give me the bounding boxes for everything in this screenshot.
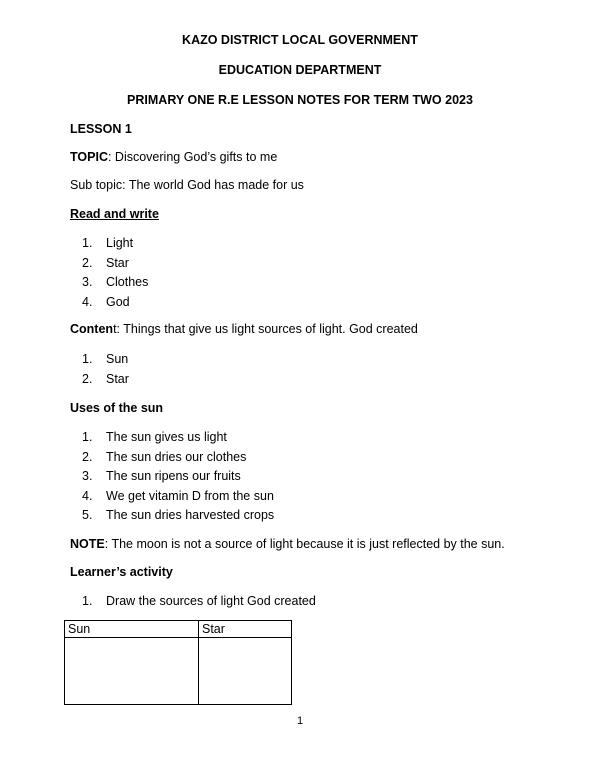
note-text: : The moon is not a source of light because it is just reflected by the sun. — [104, 537, 505, 551]
subtopic-line: Sub topic: The world God has made for us — [70, 178, 304, 192]
table-header-sun: Sun — [65, 621, 199, 638]
list-item: 1. The sun gives us light — [82, 430, 227, 444]
drawing-table — [64, 620, 292, 705]
topic-line — [70, 149, 277, 165]
table-header-star: Star — [199, 621, 292, 638]
table-cell-sun-drawing — [65, 638, 199, 705]
list-item: 1. Draw the sources of light God created — [82, 594, 316, 608]
list-item: 2. The sun dries our clothes — [82, 449, 247, 464]
header-district: KAZO DISTRICT LOCAL GOVERNMENT — [182, 33, 418, 47]
activity-list — [82, 593, 316, 613]
read-write-heading: Read and write — [70, 207, 159, 221]
table-header-row — [65, 621, 292, 638]
list-item: 2. Star — [82, 255, 129, 270]
table-cell-star-drawing — [199, 638, 292, 705]
topic-text: : Discovering God’s gifts to me — [107, 150, 278, 164]
list-item: 1. Light — [82, 236, 134, 250]
list-item: 1. Sun — [82, 352, 129, 366]
list-item: 4. God — [82, 294, 130, 309]
uses-heading: Uses of the sun — [70, 401, 164, 415]
content-list — [82, 351, 129, 390]
note-line — [70, 536, 505, 552]
content-text: : Things that give us light sources of light. God created — [116, 322, 418, 336]
uses-list — [82, 429, 274, 527]
header-department: EDUCATION DEPARTMENT — [218, 63, 382, 77]
list-item: 4. We get vitamin D from the sun — [82, 488, 274, 503]
list-item: 3. The sun ripens our fruits — [82, 469, 241, 483]
content-label: Conten — [70, 322, 114, 336]
list-item: 2. Star — [82, 371, 129, 386]
lesson-number: LESSON 1 — [70, 122, 132, 136]
page-number: 1 — [296, 715, 304, 727]
table-row — [65, 638, 292, 705]
content-line — [70, 321, 418, 337]
content-label-tail: t — [113, 322, 117, 336]
list-item: 3. Clothes — [82, 275, 149, 289]
topic-label: TOPIC — [70, 150, 108, 164]
list-item: 5. The sun dries harvested crops — [82, 508, 275, 522]
header-title: PRIMARY ONE R.E LESSON NOTES FOR TERM TWO 2023 — [127, 93, 473, 107]
read-write-list — [82, 235, 148, 313]
note-label: NOTE — [70, 537, 105, 551]
activity-heading: Learner’s activity — [70, 565, 173, 579]
